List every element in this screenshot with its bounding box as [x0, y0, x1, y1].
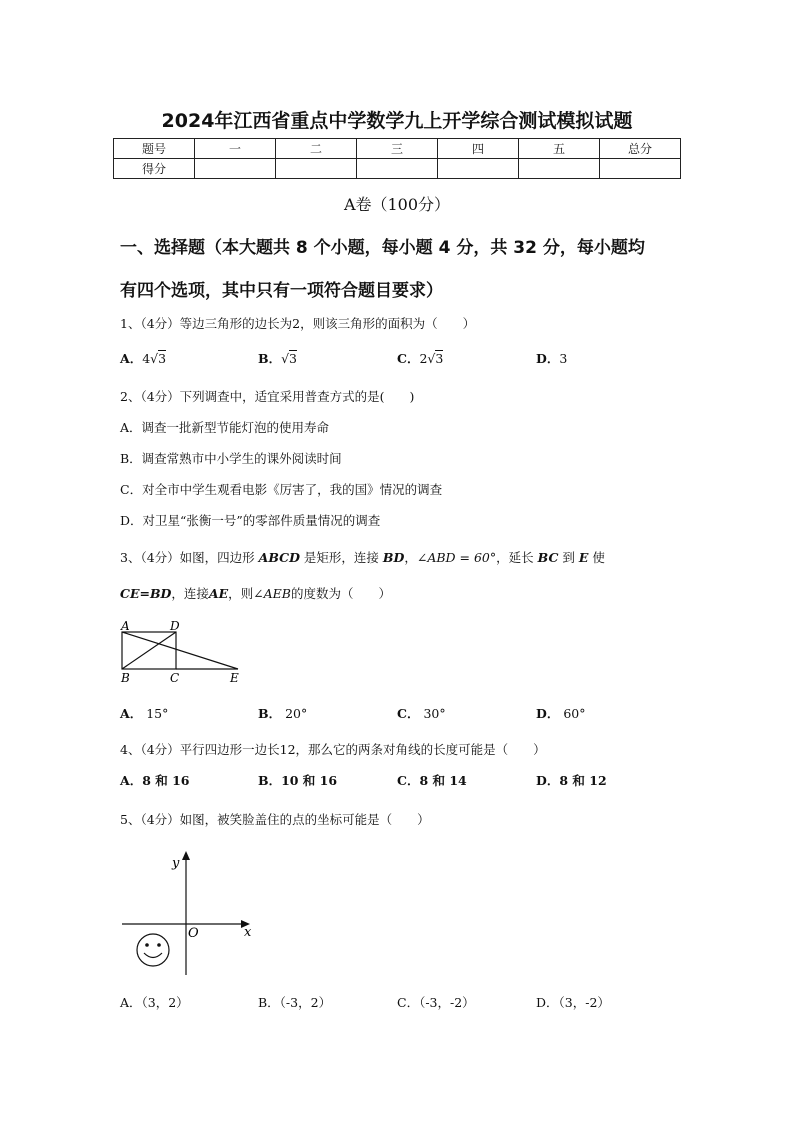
text: 到 [562, 550, 575, 565]
label-e: E [230, 671, 239, 685]
segment-ae [122, 632, 238, 669]
q3-option-d[interactable] [536, 704, 585, 722]
option-letter: C． [397, 351, 420, 366]
score-row-label: 得分 [114, 159, 195, 179]
q3-option-c[interactable] [397, 704, 446, 722]
option-coef: 4 [142, 351, 151, 366]
math-text: ∠ABD = 60° [416, 550, 497, 565]
score-table-header-row [114, 139, 681, 159]
score-cell[interactable] [438, 159, 519, 179]
q2-option-b[interactable]: B．调查常熟市中小学生的课外阅读时间 [120, 451, 342, 466]
y-label: y [172, 856, 180, 871]
q5-option-b[interactable]: B．（-3，2） [258, 995, 332, 1010]
q1-option-d[interactable] [536, 349, 567, 367]
x-label: x [244, 925, 252, 940]
q5-coordinate-figure [112, 845, 262, 980]
option-letter: B． [258, 351, 282, 366]
score-cell[interactable] [600, 159, 681, 179]
diagonal-bd [122, 632, 176, 669]
option-letter: D． [536, 706, 560, 721]
option-letter: A． [120, 706, 143, 721]
q5-option-d[interactable]: D．（3，-2） [536, 995, 610, 1010]
score-header-cell: 四 [438, 139, 519, 159]
volume-heading: A卷（100分） [343, 195, 451, 214]
q1-option-a[interactable] [120, 349, 166, 367]
math-text: AE [208, 586, 229, 601]
text: ，连接 [171, 586, 209, 601]
score-cell[interactable] [519, 159, 600, 179]
option-value: 30° [423, 706, 446, 721]
radicand: 3 [158, 351, 167, 366]
q2-option-d[interactable]: D．对卫星“张衡一号”的零部件质量情况的调查 [120, 513, 381, 528]
label-c: C [170, 671, 180, 685]
option-value: 3 [559, 351, 568, 366]
math-text: BD [382, 550, 405, 565]
score-table-score-row [114, 159, 681, 179]
q5-option-c[interactable]: C．（-3，-2） [397, 995, 475, 1010]
sqrt-sign: √ [150, 351, 159, 366]
text: ，延长 [496, 550, 534, 565]
label-b: B [121, 671, 130, 685]
label-d: D [170, 619, 180, 633]
score-header-cell: 三 [357, 139, 438, 159]
q3-option-b[interactable] [258, 704, 307, 722]
option-value: 20° [285, 706, 308, 721]
score-header-cell: 题号 [114, 139, 195, 159]
option-coef: 2 [419, 351, 428, 366]
q4-option-c[interactable]: C．8 和 14 [397, 773, 467, 788]
score-cell[interactable] [195, 159, 276, 179]
q4-option-a[interactable]: A．8 和 16 [120, 773, 190, 788]
score-cell[interactable] [357, 159, 438, 179]
text: 3、（4分）如图，四边形 [120, 550, 255, 565]
option-value: 60° [563, 706, 586, 721]
text: ， [404, 550, 417, 565]
q3-stem-line2 [120, 584, 391, 602]
q3-option-a[interactable] [120, 704, 168, 722]
sqrt-sign: √ [281, 351, 290, 366]
option-value: 15° [146, 706, 169, 721]
exam-title: 2024年江西省重点中学数学九上开学综合测试模拟试题 [161, 110, 633, 132]
q3-rectangle-figure [112, 615, 252, 687]
q4-option-d[interactable]: D．8 和 12 [536, 773, 607, 788]
math-text: CE=BD [120, 586, 172, 601]
text: ，则 [228, 586, 254, 601]
sqrt-sign: √ [427, 351, 436, 366]
q2-option-c[interactable]: C．对全市中学生观看电影《厉害了，我的国》情况的调查 [120, 482, 443, 497]
math-text: BC [537, 550, 559, 565]
option-letter: A． [120, 351, 143, 366]
q4-stem: 4、（4分）平行四边形一边长12，那么它的两条对角线的长度可能是（ ） [120, 742, 546, 757]
q2-option-a[interactable]: A．调查一批新型节能灯泡的使用寿命 [120, 420, 330, 435]
text: 使 [592, 550, 605, 565]
text: 的度数为（ ） [290, 586, 391, 601]
math-text: ∠AEB [253, 586, 291, 601]
score-header-cell: 二 [276, 139, 357, 159]
math-text: ABCD [258, 550, 300, 565]
q4-option-b[interactable]: B．10 和 16 [258, 773, 338, 788]
q5-option-a[interactable]: A．（3，2） [120, 995, 189, 1010]
section-heading-line2: 有四个选项，其中只有一项符合题目要求） [120, 281, 443, 301]
score-header-cell: 总分 [600, 139, 681, 159]
y-axis-arrow [182, 851, 190, 860]
origin-label: O [188, 926, 199, 941]
radicand: 3 [289, 351, 297, 366]
option-letter: D． [536, 351, 560, 366]
q1-stem: 1、（4分）等边三角形的边长为2，则该三角形的面积为（ ） [120, 316, 476, 331]
q1-option-b[interactable] [258, 349, 297, 367]
math-text: E [578, 550, 589, 565]
score-header-cell: 一 [195, 139, 276, 159]
option-letter: B． [258, 706, 282, 721]
label-a: A [121, 619, 130, 633]
q5-stem: 5、（4分）如图，被笑脸盖住的点的坐标可能是（ ） [120, 812, 430, 827]
section-heading-line1: 一、选择题（本大题共 8 个小题，每小题 4 分，共 32 分，每小题均 [120, 238, 645, 258]
q2-stem: 2、（4分）下列调查中，适宜采用普查方式的是( ) [120, 389, 415, 404]
score-cell[interactable] [276, 159, 357, 179]
smiley-face-icon [137, 934, 169, 966]
radicand: 3 [435, 351, 444, 366]
score-table [113, 138, 681, 179]
q1-option-c[interactable] [397, 349, 443, 367]
q3-stem-line1 [120, 548, 605, 566]
option-letter: C． [397, 706, 420, 721]
score-header-cell: 五 [519, 139, 600, 159]
text: 是矩形，连接 [303, 550, 379, 565]
